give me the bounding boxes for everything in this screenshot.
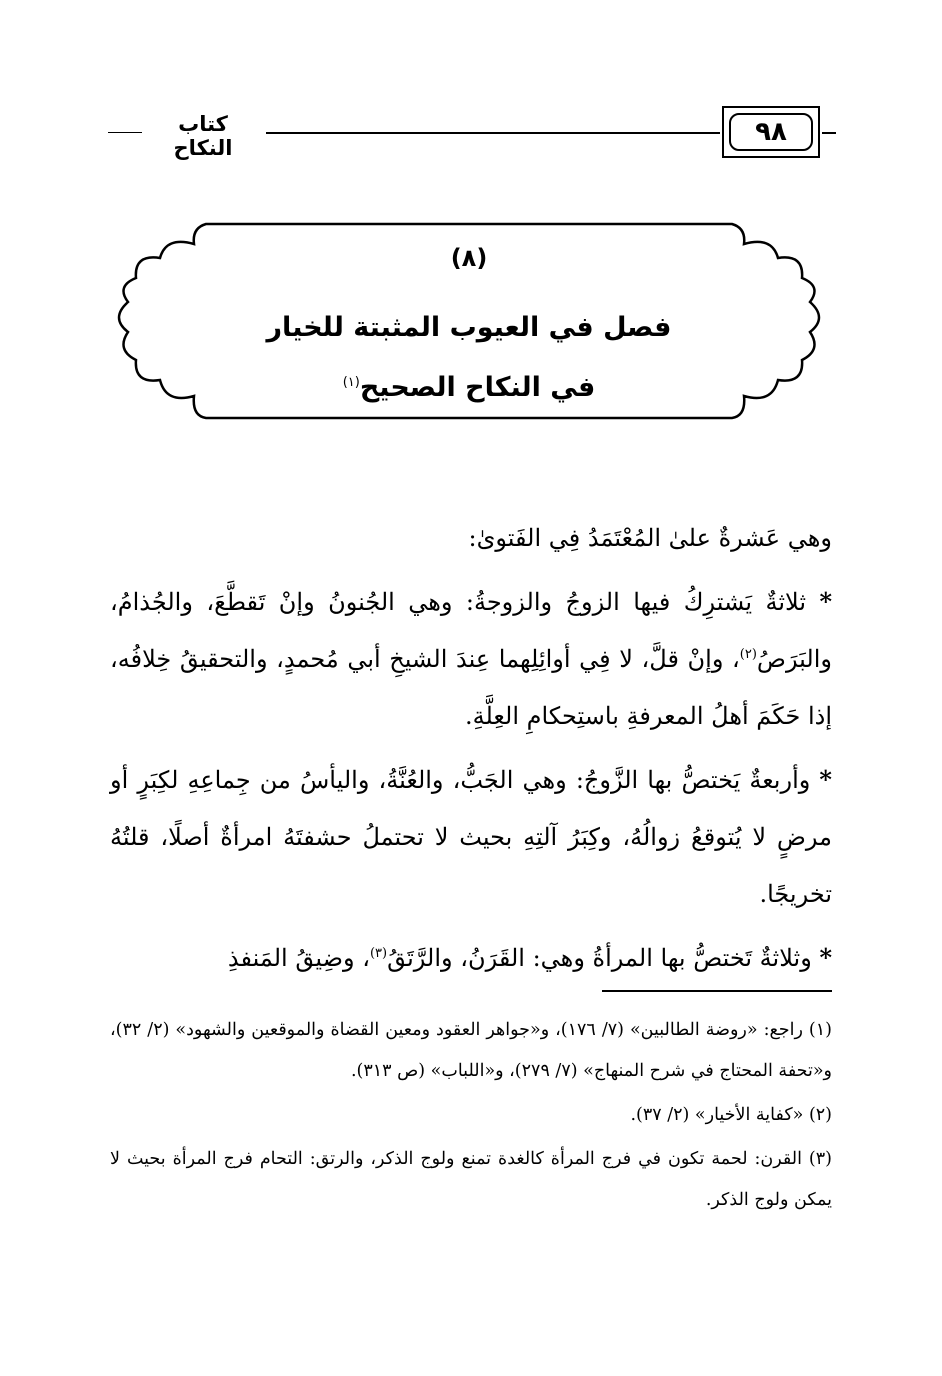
page-number: ٩٨	[729, 113, 813, 151]
footnote-1: (١) راجع: «روضة الطالبين» (٧/ ١٧٦)، و«جواهر العقود ومعين القضاة والموقعين والشهود» (٢/ ٣٢)، و«تحفة المحتاج في شرح المنهاج» (٧/ ٢٧٩)، و«اللباب» (ص ٣١٣).	[110, 1020, 832, 1081]
footnote-ref-3: (٣)	[369, 946, 388, 961]
footnote-ref-2: (٢)	[739, 647, 757, 662]
footnote-2: (٢) «كفاية الأخيار» (٢/ ٣٧).	[630, 1105, 832, 1125]
footnotes	[110, 1010, 832, 1221]
paragraph-text: وثلاثةٌ تَختصُّ بها المرأةُ وهي: القَرَنُ، والرَّتَقُ	[387, 944, 812, 972]
paragraph-text: ثلاثةٌ يَشترِكُ فيها الزوجُ والزوجةُ: وهي الجُنونُ وإنْ تَقطَّعَ، والجُذامُ، والبَرَصُ	[110, 588, 832, 673]
running-title: كتاب النكاح	[173, 112, 233, 160]
section-title: فصل في العيوب المثبتة للخيار	[266, 312, 672, 343]
paragraph-husband-defects	[110, 751, 832, 923]
paragraph-wife-defects	[110, 929, 832, 987]
section-title-cartouche	[110, 214, 828, 426]
bullet-star: *	[819, 943, 832, 972]
section-subtitle	[110, 372, 828, 403]
footnote-separator	[602, 990, 832, 992]
bullet-star: *	[819, 765, 832, 794]
running-header	[0, 96, 942, 166]
footnote-ref-1: (١)	[342, 375, 360, 390]
header-rule-main	[266, 132, 720, 134]
section-subtitle-text: في النكاح الصحيح	[359, 372, 596, 403]
bullet-star: *	[819, 587, 832, 616]
intro-line: وهي عَشرةٌ علىٰ المُعْتَمَدُ فِي الفَتوىٰ:	[468, 524, 832, 552]
page-number-frame	[722, 106, 820, 158]
section-number: (٨)	[450, 244, 488, 272]
body-text	[110, 510, 832, 987]
paragraph-text-cont: ، وضِيقُ المَنفذِ	[227, 944, 370, 972]
footnote-3: (٣) القرن: لحمة تكون في فرج المرأة كالغدة تمنع ولوج الذكر، والرتق: التحام فرج المرأة بحيث لا يمكن ولوج الذكر.	[110, 1149, 832, 1210]
header-rule-right	[822, 132, 836, 134]
header-rule-left	[108, 132, 142, 133]
paragraph-shared-defects	[110, 573, 832, 745]
paragraph-text: وأربعةٌ يَختصُّ بها الزَّوجُ: وهي الجَبُّ، والعُنَّةُ، واليأسُ من جِماعِهِ لكِبَرٍ أو مرضٍ لا يُتوقعُ زوالُهُ، وكِبَرُ آلتِهِ بحيث لا تحتملُ حشفتَهُ امرأةٌ أصلًا، قلتُهُ تخريجًا.	[110, 766, 832, 908]
paragraph-text-cont: ، وإنْ قلَّ، لا فِي أوائِلِهما عِندَ الشيخِ أبي مُحمدٍ، والتحقيقُ خِلافُه، إذا حَكَمَ أهلُ المعرفةِ باستِحكامِ العِلَّةِ.	[110, 645, 832, 730]
